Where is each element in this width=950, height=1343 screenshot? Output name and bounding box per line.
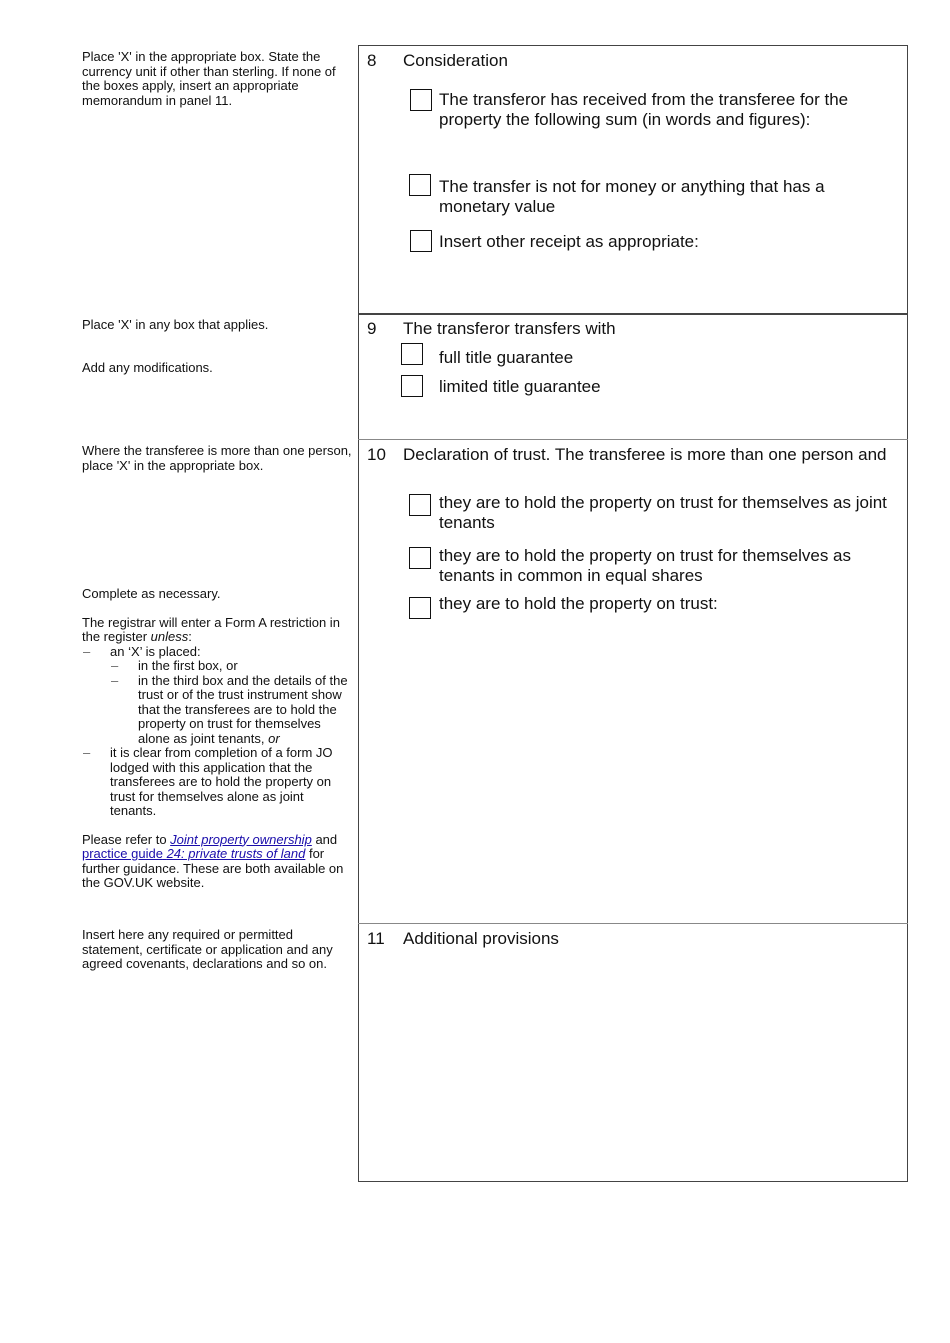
note-text: Place 'X' in the appropriate box. State the currency unit if other than sterling. If none of the boxes apply, insert an appropriate memorandum in panel 11. — [82, 49, 336, 108]
sum-received-label: The transferor has received from the transferee for the property the following sum (in words and figures): — [439, 90, 849, 129]
list-item: – in the first box, or — [110, 659, 352, 674]
panel-divider — [358, 923, 908, 924]
tenants-in-common-label: they are to hold the property on trust for themselves as tenants in common in equal shares — [439, 546, 851, 585]
panel-11-title: Additional provisions — [403, 929, 559, 948]
note-text: Insert here any required or permitted statement, certificate or application and any agreed covenants, declarations and so on. — [82, 927, 333, 971]
list-item: – an ‘X’ is placed: – in the first box, or – in the third box and the details of the trust or of the trust instrument show that the transferees are to hold the property on trust for themselves alone as joint tenants, or — [82, 645, 352, 747]
panel-11-number: 11 — [367, 929, 385, 948]
restriction-conditions — [82, 645, 352, 819]
limited-title-guarantee-checkbox[interactable] — [401, 375, 423, 397]
list-item: – in the third box and the details of the trust or of the trust instrument show that the transferees are to hold the property on trust for themselves alone as joint tenants, or — [110, 674, 352, 747]
full-title-guarantee-checkbox[interactable] — [401, 343, 423, 365]
note-text: Complete as necessary. — [82, 586, 221, 601]
joint-property-ownership-link[interactable]: Joint property ownership — [170, 831, 312, 847]
note-text: Where the transferee is more than one person, place 'X' in the appropriate box. — [82, 443, 352, 473]
panel-8-title: Consideration — [403, 51, 508, 70]
limited-title-guarantee-label: limited title guarantee — [439, 377, 601, 396]
panel-9-title: The transferor transfers with — [403, 319, 616, 338]
restriction-intro: The registrar will enter a Form A restriction in the register unless: — [82, 614, 340, 644]
sum-received-checkbox[interactable] — [410, 89, 432, 111]
hold-on-trust-checkbox[interactable] — [409, 597, 431, 619]
not-for-money-label: The transfer is not for money or anything that has a monetary value — [439, 177, 825, 216]
joint-tenants-checkbox[interactable] — [409, 494, 431, 516]
hold-on-trust-label: they are to hold the property on trust: — [439, 594, 718, 613]
panel-divider — [358, 313, 908, 315]
note-panel-9-modifications — [82, 361, 352, 376]
panel-divider — [358, 439, 908, 440]
practice-guide-24-link[interactable]: practice guide 24: private trusts of land — [82, 846, 306, 861]
panel-9-number: 9 — [367, 319, 377, 338]
other-receipt-checkbox[interactable] — [410, 230, 432, 252]
note-panel-10-boxes — [82, 444, 352, 473]
list-item: – it is clear from completion of a form JO lodged with this application that the transferees are to hold the property on trust for themselves alone as joint tenants. — [82, 746, 352, 819]
note-text: Place 'X' in any box that applies. — [82, 317, 269, 332]
tenants-in-common-checkbox[interactable] — [409, 547, 431, 569]
joint-tenants-label: they are to hold the property on trust for themselves as joint tenants — [439, 493, 887, 532]
panel-8-number: 8 — [367, 51, 377, 70]
note-panel-11 — [82, 928, 352, 972]
panel-10-title: Declaration of trust. The transferee is more than one person and — [403, 445, 887, 464]
note-panel-8 — [82, 50, 352, 108]
note-panel-9-boxes — [82, 318, 352, 333]
guidance-reference: Please refer to Joint property ownership and practice guide 24: private trusts of land for further guidance. These are both available on the GOV.UK website. — [82, 831, 344, 890]
note-text: Add any modifications. — [82, 360, 213, 375]
not-for-money-checkbox[interactable] — [409, 174, 431, 196]
full-title-guarantee-label: full title guarantee — [439, 348, 574, 367]
note-panel-10-details — [82, 587, 352, 891]
other-receipt-label: Insert other receipt as appropriate: — [439, 232, 699, 251]
panel-10-number: 10 — [367, 445, 386, 464]
